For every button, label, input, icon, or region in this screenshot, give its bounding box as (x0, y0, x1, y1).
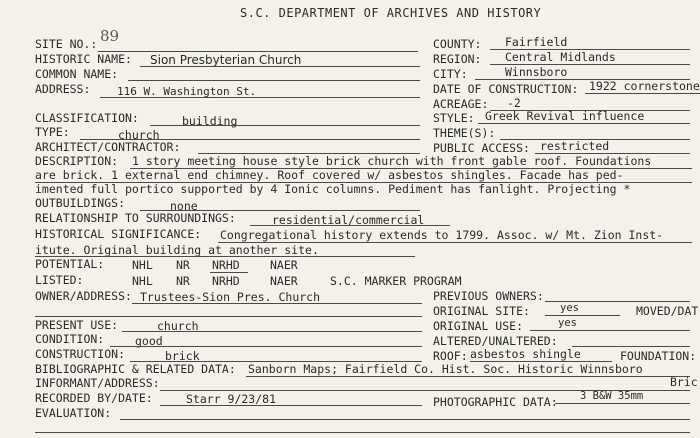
potential-option-naer: NAER (270, 258, 298, 272)
public-access-value: restricted (540, 139, 610, 153)
style-underline (478, 123, 690, 124)
bibliographic-underline (246, 376, 690, 377)
photographic-data-value: 3 B&W 35mm (580, 390, 644, 402)
construction-label: CONSTRUCTION: (35, 347, 126, 361)
original-site-value: yes (560, 302, 579, 314)
bibliographic-value: Sanborn Maps; Fairfield Co. Hist. Soc. Historic Winnsboro (248, 362, 643, 376)
evaluation-underline-2 (35, 432, 690, 433)
address-value: 116 W. Washington St. (117, 85, 257, 98)
photographic-data-label: PHOTOGRAPHIC DATA: (433, 395, 558, 409)
roof-value: asbestos shingle (470, 347, 581, 361)
owner-address-label: OWNER/ADDRESS: (35, 289, 132, 303)
address-label: ADDRESS: (35, 82, 91, 96)
region-value: Central Midlands (505, 50, 616, 64)
listed-option-nhl: NHL (132, 274, 153, 288)
listed-option-nrhd: NRHD (212, 274, 240, 288)
present-use-value: church (157, 319, 199, 333)
city-value: Winnsboro (505, 65, 568, 79)
condition-underline (110, 346, 422, 347)
historic-name-underline (140, 66, 420, 67)
address-underline (100, 97, 420, 98)
recorded-by-label: RECORDED BY/DATE: (35, 391, 153, 405)
site-no-underline (98, 51, 418, 52)
form-header: S.C. DEPARTMENT OF ARCHIVES AND HISTORY (240, 6, 542, 20)
historic-name-label: HISTORIC NAME: (35, 52, 132, 66)
owner-address-value: Trustees-Sion Pres. Church (140, 290, 321, 304)
acreage-label: ACREAGE: (433, 97, 489, 111)
common-name-label: COMMON NAME: (35, 67, 119, 81)
construction-value: brick (165, 349, 200, 363)
site-no-label: SITE NO.: (35, 37, 98, 51)
original-site-underline (545, 315, 620, 316)
recorded-by-value: Starr 9/23/81 (186, 392, 277, 406)
description-line-2: are brick. 1 external end chimney. Roof covered w/ asbestos shingles. Facade has ped- (35, 168, 624, 182)
foundation-label: FOUNDATION: (620, 349, 697, 363)
acreage-value: -2 (507, 96, 521, 110)
relationship-value: residential/commercial (272, 213, 425, 227)
listed-option-sc-marker: S.C. MARKER PROGRAM (330, 274, 462, 288)
present-use-underline (122, 331, 422, 332)
listed-option-naer: NAER (270, 274, 298, 288)
owner-address-underline-2 (35, 316, 422, 317)
date-of-construction-underline (585, 93, 700, 94)
architect-label: ARCHITECT/CONTRACTOR: (35, 140, 181, 154)
description-label: DESCRIPTION: (35, 154, 119, 168)
bibliographic-continuation: Bric (670, 375, 698, 389)
recorded-by-underline (160, 405, 422, 406)
roof-label: ROOF: (433, 349, 468, 363)
city-label: CITY: (433, 67, 468, 81)
potential-option-nhl: NHL (132, 258, 153, 272)
altered-label: ALTERED/UNALTERED: (433, 334, 558, 348)
relationship-underline (250, 225, 450, 226)
original-use-underline (530, 330, 690, 331)
potential-nrhd-mark (210, 272, 248, 273)
date-of-construction-value: 1922 cornerstone (589, 79, 700, 93)
condition-value: good (135, 334, 163, 348)
style-label: STYLE: (433, 111, 475, 125)
common-name-underline (128, 80, 420, 81)
region-label: REGION: (433, 52, 482, 66)
listed-label: LISTED: (35, 273, 84, 287)
listed-option-nr: NR (176, 274, 190, 288)
potential-option-nr: NR (176, 258, 190, 272)
type-value: church (118, 128, 160, 142)
public-access-label: PUBLIC ACCESS: (433, 141, 530, 155)
potential-label: POTENTIAL: (35, 257, 105, 271)
evaluation-underline (120, 419, 690, 420)
moved-date-label: MOVED/DAT (636, 304, 699, 318)
altered-underline (572, 346, 690, 347)
condition-label: CONDITION: (35, 332, 105, 346)
potential-option-nrhd: NRHD (212, 258, 240, 272)
classification-underline (150, 125, 420, 126)
classification-value: building (182, 114, 238, 128)
photographic-data-underline (555, 403, 690, 404)
style-value: Greek Revival influence (485, 109, 645, 123)
outbuildings-value: none (170, 199, 198, 213)
type-label: TYPE: (35, 125, 70, 139)
present-use-label: PRESENT USE: (35, 318, 119, 332)
owner-address-underline (132, 303, 422, 304)
description-line-1: 1 story meeting house style brick church with front gable roof. Foundations (132, 154, 652, 168)
county-value: Fairfield (505, 35, 568, 49)
historical-significance-label: HISTORICAL SIGNIFICANCE: (35, 227, 202, 241)
site-no-value: 89 (100, 27, 120, 45)
date-of-construction-label: DATE OF CONSTRUCTION: (433, 82, 579, 96)
historic-name-value: Sion Presbyterian Church (150, 53, 302, 67)
outbuildings-label: OUTBUILDINGS: (35, 196, 126, 210)
county-label: COUNTY: (433, 37, 482, 51)
informant-label: INFORMANT/ADDRESS: (35, 376, 160, 390)
theme-label: THEME(S): (433, 126, 496, 140)
historical-significance-line-2: itute. Original building at another site. (35, 243, 319, 257)
relationship-label: RELATIONSHIP TO SURROUNDINGS: (35, 211, 236, 225)
previous-owners-label: PREVIOUS OWNERS: (433, 289, 544, 303)
original-use-label: ORIGINAL USE: (433, 319, 524, 333)
description-line-3: imented full portico supported by 4 Ionic columns. Pediment has fanlight. Projecting * (35, 182, 631, 196)
bibliographic-label: BIBLIOGRAPHIC & RELATED DATA: (35, 362, 236, 376)
evaluation-label: EVALUATION: (35, 406, 112, 420)
original-site-label: ORIGINAL SITE: (433, 304, 530, 318)
historical-significance-line-1: Congregational history extends to 1799. Assoc. w/ Mt. Zion Inst- (220, 228, 664, 242)
original-use-value: yes (558, 317, 577, 329)
classification-label: CLASSIFICATION: (35, 111, 139, 125)
